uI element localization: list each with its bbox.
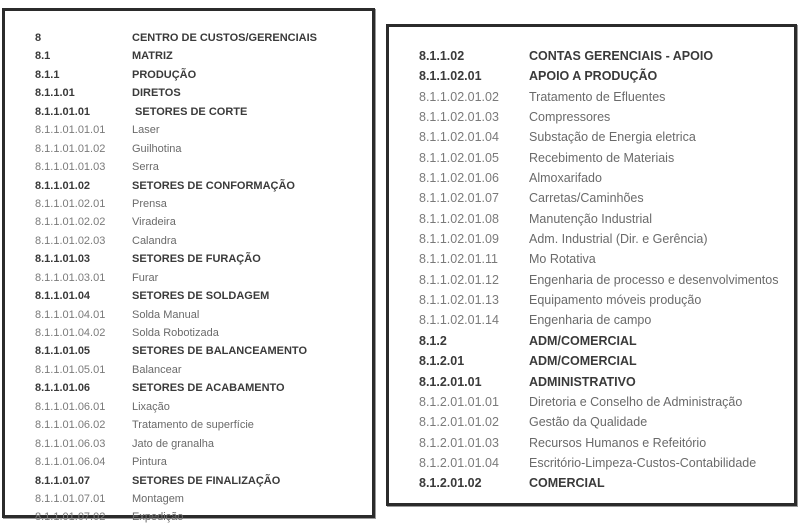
rows-left xyxy=(35,29,317,527)
cost-center-row xyxy=(419,148,778,168)
account-code: 8.1.1.01.01.03 xyxy=(35,161,106,174)
account-code: 8.1.2.01.02 xyxy=(419,476,482,491)
group-header-row xyxy=(419,473,778,493)
group-header-row xyxy=(35,287,317,305)
account-label: SETORES DE BALANCEAMENTO xyxy=(132,345,308,358)
account-code: 8.1.1.01.05 xyxy=(35,345,91,358)
account-label: Engenharia de campo xyxy=(529,313,652,328)
account-code: 8.1.1.02.01.05 xyxy=(419,150,499,165)
cost-center-row xyxy=(35,324,317,342)
account-label: ADMINISTRATIVO xyxy=(529,374,636,389)
cost-center-row xyxy=(419,168,778,188)
group-header-row xyxy=(35,66,317,84)
account-label: APOIO A PRODUÇÃO xyxy=(529,69,658,84)
account-code: 8.1.1.02.01.12 xyxy=(419,272,499,287)
account-label: SETORES DE CORTE xyxy=(132,105,248,118)
account-label: DIRETOS xyxy=(132,87,181,100)
cost-center-row xyxy=(35,508,317,526)
group-header-row xyxy=(35,177,317,195)
account-code: 8.1.1.01.01.02 xyxy=(35,142,106,155)
account-code: 8.1.1.02.01.09 xyxy=(419,232,499,247)
account-label: Lixação xyxy=(132,400,170,413)
account-code: 8.1.1.01.06.01 xyxy=(35,400,106,413)
account-label: Engenharia de processo e desenvolvimentos xyxy=(529,272,779,287)
account-label: SETORES DE ACABAMENTO xyxy=(132,382,285,395)
cost-center-row xyxy=(35,121,317,139)
account-code: 8.1.1.01.06 xyxy=(35,382,91,395)
account-label: Solda Manual xyxy=(132,308,200,321)
account-code: 8.1.1.01.05.01 xyxy=(35,363,106,376)
cost-center-row xyxy=(35,361,317,379)
account-label: Expedição xyxy=(132,511,184,524)
cost-center-row xyxy=(35,269,317,287)
account-code: 8.1.1.02.01.04 xyxy=(419,130,499,145)
account-label: Substação de Energia eletrica xyxy=(529,130,696,145)
account-code: 8.1.1.01.02 xyxy=(35,179,91,192)
group-header-row xyxy=(35,379,317,397)
account-code: 8.1.2.01.01.04 xyxy=(419,455,499,470)
account-label: Mo Rotativa xyxy=(529,252,596,267)
group-header-row xyxy=(419,66,778,86)
cost-center-row xyxy=(419,229,778,249)
cost-center-row xyxy=(419,87,778,107)
account-label: CONTAS GERENCIAIS - APOIO xyxy=(529,49,714,63)
account-label: CENTRO DE CUSTOS/GERENCIAIS xyxy=(132,32,317,44)
cost-center-row xyxy=(35,140,317,158)
account-code: 8.1.2.01.01.02 xyxy=(419,415,499,430)
cost-center-row xyxy=(35,398,317,416)
account-code: 8.1.1.02.01.08 xyxy=(419,211,499,226)
account-code: 8.1.1.01.06.03 xyxy=(35,437,106,450)
cost-center-table-left xyxy=(2,8,375,524)
group-header-row xyxy=(419,331,778,351)
account-code: 8.1.1.01.03 xyxy=(35,253,91,266)
group-header-row xyxy=(35,103,317,121)
account-code: 8.1.1.02 xyxy=(419,49,465,63)
account-code: 8.1.2 xyxy=(419,333,447,348)
account-label: Manutenção Industrial xyxy=(529,211,652,226)
account-label: Serra xyxy=(132,161,159,174)
account-label: SETORES DE SOLDAGEM xyxy=(132,290,270,303)
account-code: 8.1.1.01.04.01 xyxy=(35,308,106,321)
account-code: 8.1.2.01 xyxy=(419,354,465,369)
account-label: COMERCIAL xyxy=(529,476,605,491)
cost-center-row xyxy=(419,453,778,473)
account-label: Jato de granalha xyxy=(132,437,214,450)
account-code: 8.1.1.01.07 xyxy=(35,474,91,487)
account-label: Recebimento de Materiais xyxy=(529,150,675,165)
account-code: 8.1.1.02.01 xyxy=(419,69,482,84)
group-header-row xyxy=(35,84,317,102)
account-code: 8.1.1.01.02.01 xyxy=(35,197,106,210)
account-code: 8.1.2.01.01 xyxy=(419,374,482,389)
account-label: Tratamento de superfície xyxy=(132,419,254,432)
group-header-row xyxy=(419,372,778,392)
account-code: 8 xyxy=(35,32,42,44)
account-code: 8.1.1.02.01.06 xyxy=(419,171,499,186)
cost-center-row xyxy=(419,209,778,229)
cost-center-row xyxy=(419,290,778,310)
account-code: 8.1 xyxy=(35,50,51,63)
account-code: 8.1.1.01 xyxy=(35,87,75,100)
group-header-row xyxy=(419,46,778,66)
cost-center-table-right xyxy=(386,24,797,506)
account-code: 8.1.1.01.06.04 xyxy=(35,456,106,469)
account-code: 8.1.1.01.02.02 xyxy=(35,216,106,229)
account-code: 8.1.1.01.01.01 xyxy=(35,124,106,137)
account-label: Adm. Industrial (Dir. e Gerência) xyxy=(529,232,708,247)
account-code: 8.1.1.01.01 xyxy=(35,105,91,118)
account-code: 8.1.1.01.02.03 xyxy=(35,234,106,247)
account-code: 8.1.2.01.01.01 xyxy=(419,394,499,409)
account-code: 8.1.1.01.04.02 xyxy=(35,327,106,339)
cost-center-row xyxy=(35,232,317,250)
account-label: Furar xyxy=(132,271,159,284)
cost-center-row xyxy=(419,392,778,412)
group-header-row xyxy=(35,47,317,65)
account-code: 8.1.1.02.01.03 xyxy=(419,110,499,125)
account-label: Tratamento de Efluentes xyxy=(529,89,666,104)
account-label: Prensa xyxy=(132,197,167,210)
account-label: MATRIZ xyxy=(132,50,173,63)
account-label: Calandra xyxy=(132,234,177,247)
account-code: 8.1.1.02.01.14 xyxy=(419,313,499,328)
account-code: 8.1.1.01.07.02 xyxy=(35,511,106,524)
account-code: 8.1.1 xyxy=(35,68,60,81)
group-header-row xyxy=(35,29,317,47)
account-code: 8.1.1.02.01.07 xyxy=(419,191,499,206)
cost-center-row xyxy=(35,416,317,434)
cost-center-row xyxy=(35,213,317,231)
account-label: Carretas/Caminhões xyxy=(529,191,644,206)
account-label: PRODUÇÃO xyxy=(132,68,197,81)
account-label: SETORES DE CONFORMAÇÃO xyxy=(132,179,295,192)
account-label: Pintura xyxy=(132,456,167,469)
account-label: Guilhotina xyxy=(132,142,182,155)
account-label: Solda Robotizada xyxy=(132,327,219,339)
account-label: Escritório-Limpeza-Custos-Contabilidade xyxy=(529,455,757,470)
rows-right xyxy=(419,46,778,494)
group-header-row xyxy=(35,342,317,360)
cost-center-row xyxy=(35,306,317,324)
account-label: Montagem xyxy=(132,492,184,505)
cost-center-row xyxy=(419,412,778,432)
account-label: SETORES DE FURAÇÃO xyxy=(132,253,261,266)
account-code: 8.1.1.01.03.01 xyxy=(35,271,106,284)
cost-center-row xyxy=(419,270,778,290)
cost-center-row xyxy=(35,435,317,453)
account-label: Equipamento móveis produção xyxy=(529,293,702,308)
cost-center-row xyxy=(419,249,778,269)
account-code: 8.1.1.02.01.13 xyxy=(419,293,499,308)
account-label: Compressores xyxy=(529,110,611,125)
group-header-row xyxy=(35,472,317,490)
account-label: SETORES DE FINALIZAÇÃO xyxy=(132,474,281,487)
cost-center-row xyxy=(35,453,317,471)
cost-center-row xyxy=(419,310,778,330)
cost-center-row xyxy=(35,195,317,213)
account-label: ADM/COMERCIAL xyxy=(529,354,637,369)
account-code: 8.1.2.01.01.03 xyxy=(419,435,499,450)
cost-center-row xyxy=(35,158,317,176)
cost-center-row xyxy=(35,490,317,508)
account-code: 8.1.1.02.01.11 xyxy=(419,252,499,267)
cost-center-row xyxy=(419,107,778,127)
account-code: 8.1.1.01.06.02 xyxy=(35,419,106,432)
cost-center-row xyxy=(419,127,778,147)
account-label: Viradeira xyxy=(132,216,176,229)
account-code: 8.1.1.01.04 xyxy=(35,290,91,303)
group-header-row xyxy=(419,351,778,371)
account-label: Almoxarifado xyxy=(529,171,602,186)
account-label: Diretoria e Conselho de Administração xyxy=(529,394,743,409)
account-label: Balancear xyxy=(132,363,182,376)
cost-center-row xyxy=(419,188,778,208)
account-code: 8.1.1.01.07.01 xyxy=(35,492,106,505)
account-label: Gestão da Qualidade xyxy=(529,415,648,430)
account-code: 8.1.1.02.01.02 xyxy=(419,89,499,104)
group-header-row xyxy=(35,250,317,268)
account-label: Laser xyxy=(132,124,160,137)
account-label: ADM/COMERCIAL xyxy=(529,333,637,348)
cost-center-row xyxy=(419,433,778,453)
account-label: Recursos Humanos e Refeitório xyxy=(529,435,707,450)
